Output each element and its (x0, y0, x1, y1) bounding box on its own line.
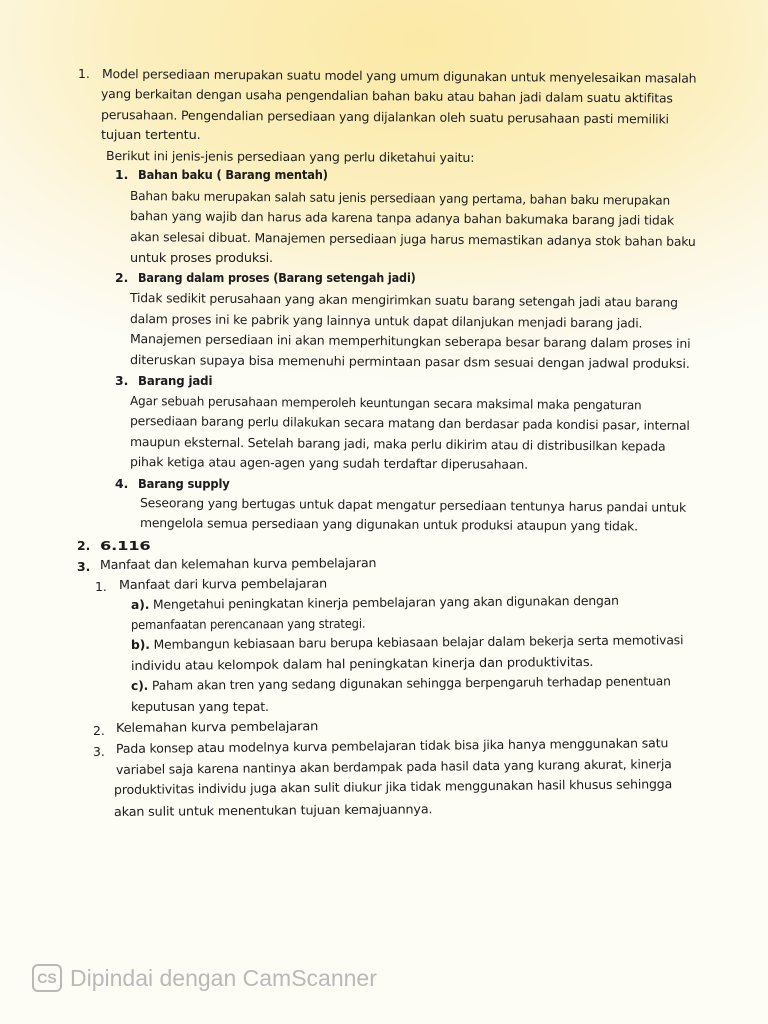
q3-sub3-line: akan sulit untuk menentukan tujuan kemajuannya. (113, 801, 433, 819)
q1-line: tujuan tertentu. (101, 127, 201, 142)
item4-line: mengelola semua persediaan yang digunakan untuk produksi ataupun yang tidak. (139, 515, 638, 534)
q3-sub2-title: Kelemahan kurva pembelajaran (115, 718, 319, 735)
item4-line: Seseorang yang bertugas untuk dapat mengatur persediaan tentunya harus pandai untuk (139, 495, 687, 515)
point-c-text: Paham akan tren yang sedang digunakan sehingga berpengaruh terhadap penentuan (151, 673, 671, 693)
q3-sub3-line: produktivitas individu juga akan sulit diukur jika tidak menggunakan hasil khusus sehingga (113, 776, 673, 797)
item2-line: Tidak sedikit perusahaan yang akan mengirimkan suatu barang setengah jadi atau barang (129, 290, 678, 310)
q3-sub3-line: Pada konsep atau modelnya kurva pembelajaran tidak bisa jika hanya menggunakan satu (115, 735, 669, 756)
item2-line: Manajemen persediaan ini akan memperhitungkan seberapa besar barang dalam proses ini (129, 331, 691, 351)
point-a-cont: pemanfaatan perencanaan yang strategi. (130, 615, 366, 632)
point-a (131, 593, 619, 613)
point-b (131, 632, 684, 653)
q1-number: 1. (78, 66, 90, 81)
q1-line: perusahaan. Pengendalian persediaan yang dijalankan oleh suatu perusahaan pasti memiliki (100, 107, 669, 127)
item1-title: Bahan baku ( Barang mentah) (138, 167, 328, 182)
q3-title: Manfaat dan kelemahan kurva pembelajaran (99, 555, 377, 572)
q3-sub1-title: Manfaat dari kurva pembelajaran (118, 575, 328, 592)
point-b-label: b). (130, 636, 150, 652)
point-b-cont: individu atau kelompok dalam hal peningkatan kinerja dan produktivitas. (130, 653, 594, 673)
item3-title: Barang jadi (138, 373, 213, 388)
q1-line: yang berkaitan dengan usaha pengendalian bahan baku atau bahan jadi dalam suatu aktifitas (100, 86, 673, 106)
item2-title: Barang dalam proses (Barang setengah jadi) (138, 270, 416, 285)
q2-number: 2. (77, 538, 91, 553)
item3-line: persediaan barang perlu dilakukan secara matang dan berdasar pada kondisi pasar, internal (129, 413, 690, 433)
item2-number: 2. (115, 270, 129, 285)
q3-sub1-number: 1. (95, 579, 107, 594)
item1-line: untuk proses produksi. (130, 250, 273, 265)
item2-line: diteruskan supaya bisa memenuhi permintaan pasar dsm sesuai dengan jadwal produksi. (129, 352, 690, 371)
q1-intro: Berikut ini jenis-jenis persediaan yang perlu diketahui yaitu: (105, 148, 475, 165)
watermark-text: Dipindai dengan CamScanner (70, 964, 377, 991)
item1-line: akan selesai dibuat. Manajemen persediaan juga harus memastikan adanya stok bahan baku (129, 229, 696, 249)
point-c-cont: keputusan yang tepat. (131, 699, 269, 714)
point-b-text: Membangun kebiasaan baru berupa kebiasaan belajar dalam bekerja serta memotivasi (153, 632, 684, 652)
point-c (131, 673, 671, 694)
item1-number: 1. (115, 167, 129, 182)
q2-answer: 6.116 (100, 538, 151, 553)
q3-number: 3. (77, 559, 91, 574)
item1-line: Bahan baku merupakan salah satu jenis persediaan yang pertama, bahan baku merupakan (129, 188, 671, 208)
item4-title: Barang supply (138, 476, 230, 491)
item3-line: maupun eksternal. Setelah barang jadi, maka perlu dikirim atau di distribusilkan kepada (129, 434, 666, 454)
item3-number: 3. (115, 373, 129, 388)
item3-line: pihak ketiga atau agen-agen yang sudah terdaftar diperusahaan. (129, 454, 529, 472)
point-a-text: Mengetahui peningkatan kinerja pembelajaran yang akan digunakan dengan (152, 592, 619, 612)
q1-line: Model persediaan merupakan suatu model yang umum digunakan untuk menyelesaikan masalah (101, 66, 697, 86)
point-a-label: a). (130, 596, 150, 612)
point-c-label: c). (130, 677, 149, 693)
item4-number: 4. (115, 476, 129, 491)
item3-line: Agar sebuah perusahaan memperoleh keuntungan secara maksimal maka pengaturan (129, 393, 642, 413)
camscanner-watermark (32, 962, 377, 994)
q3-sub3-number: 3. (93, 744, 105, 759)
camscanner-logo-icon: CS (32, 964, 62, 992)
q3-sub3-line: variabel saja karena nantinya akan berdampak pada hasil data yang kurang akurat, kinerja (115, 756, 672, 777)
item2-line: dalam proses ini ke pabrik yang lainnya untuk dapat dilanjukan menjadi barang jadi. (129, 311, 643, 331)
item1-line: bahan yang wajib dan harus ada karena tanpa adanya bahan bakumaka barang jadi tidak (129, 208, 675, 228)
q3-sub2-number: 2. (93, 723, 105, 738)
